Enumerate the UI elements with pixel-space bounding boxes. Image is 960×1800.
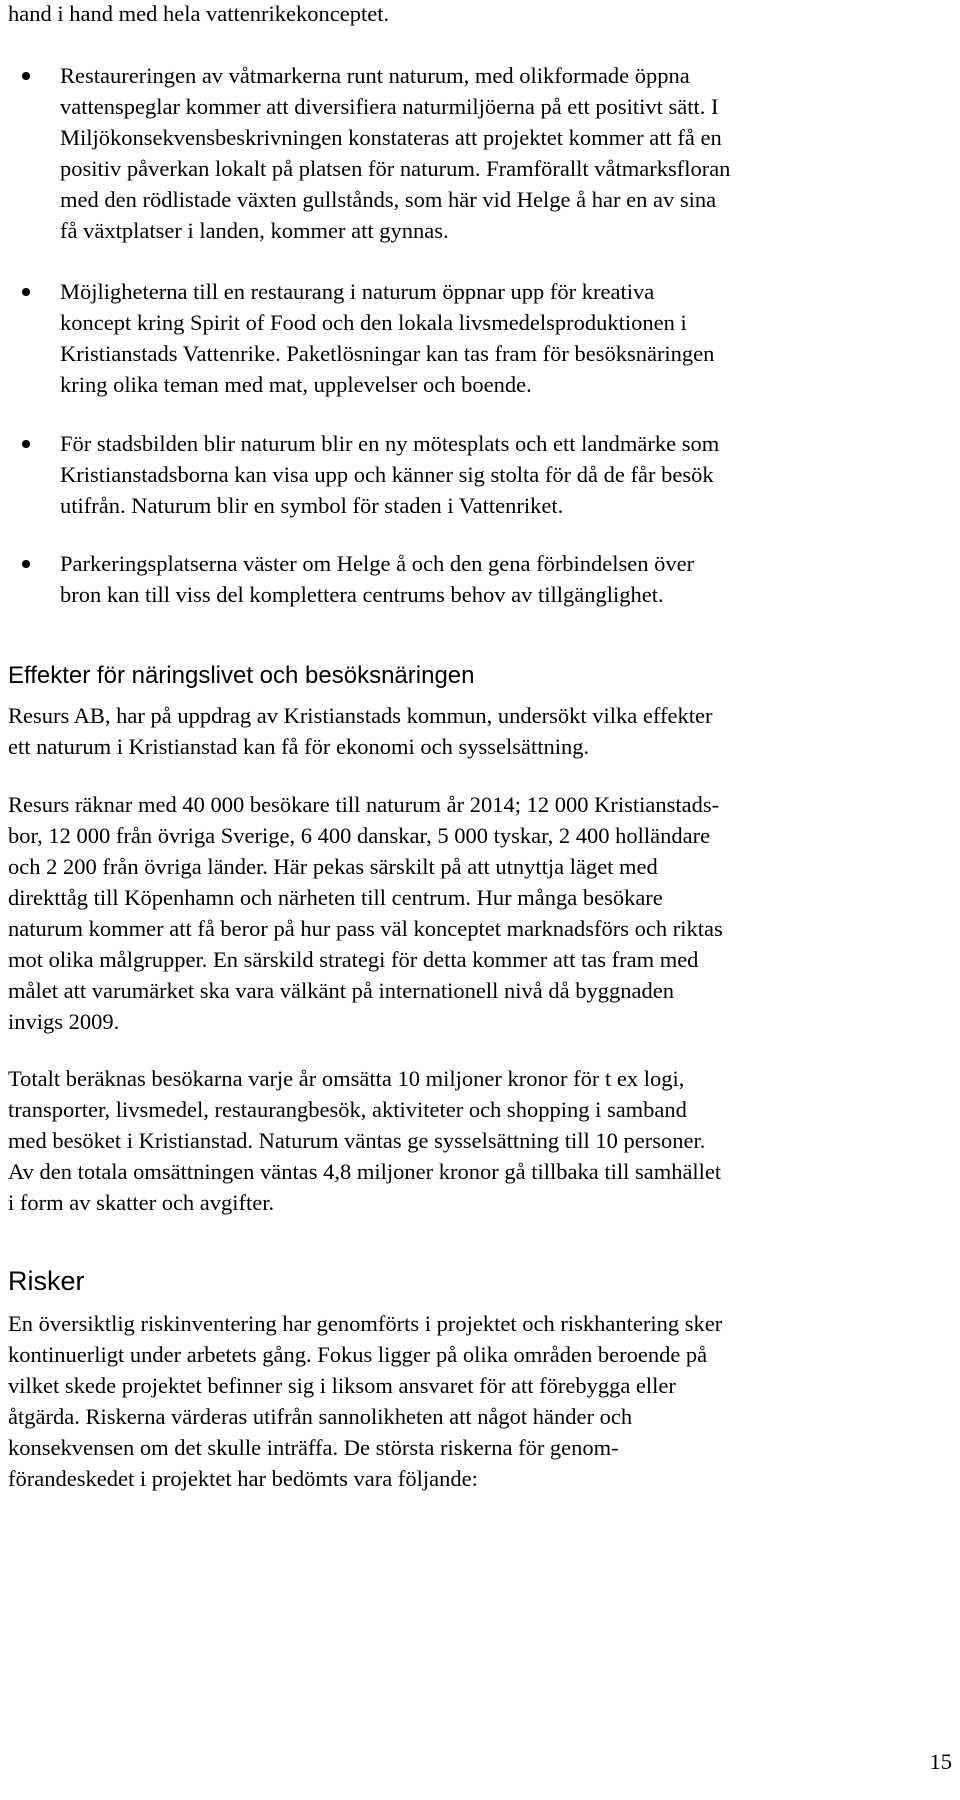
effects-paragraph-visitors: Resurs räknar med 40 000 besökare till naturum år 2014; 12 000 Kristianstads- bor, 12 000 från övriga Sverige, 6 400 danskar, 5 000 tyskar, 2 400 holländare och 2 200 från övriga länder. Här pekas särskilt på att utnyttja läget med direkttåg till Köpenhamn och närheten till centrum. Hur många besökare naturum kommer att få beror på hur pass väl konceptet marknadsförs och riktas mot olika målgrupper. En särskild strategi för detta kommer att tas fram med målet att varumärket ska vara välkänt på internationell nivå då byggnaden invigs 2009. <box>8 792 723 1034</box>
page-number: 15 <box>929 1749 952 1774</box>
effects-paragraph-intro: Resurs AB, har på uppdrag av Kristianstads kommun, undersökt vilka effekter ett naturum i Kristianstad kan få för ekonomi och sysselsättning. <box>8 703 713 759</box>
bullet-text: Restaureringen av våtmarkerna runt naturum, med olikformade öppna vattenspeglar kommer att diversifiera naturmiljöerna på ett positivt sätt. I Miljökonsekvensbeskrivningen konstateras att projektet kommer att få en positiv påverkan lokalt på platsen för naturum. Framförallt våtmarksfloran med den rödlistade växten gullstånds, som här vid Helge å har en av sina få växtplatser i landen, kommer att gynnas. <box>60 63 731 243</box>
risks-paragraph: En översiktlig riskinventering har genomförts i projektet och riskhantering sker kontinuerligt under arbetets gång. Fokus ligger på olika områden beroende på vilket skede projektet befinner sig i liksom ansvaret för att förebygga eller åtgärda. Riskerna värderas utifrån sannolikheten att något händer och konsekvensen om det skulle inträffa. De största riskerna för genom- förandeskedet i projektet har bedömts vara följande: <box>8 1311 723 1491</box>
bullet-icon <box>22 72 30 80</box>
effects-paragraph-turnover: Totalt beräknas besökarna varje år omsätta 10 miljoner kronor för t ex logi, transporter, livsmedel, restaurangbesök, aktiviteter och shopping i samband med besöket i Kristianstad. Naturum väntas ge sysselsättning till 10 personer. Av den totala omsättningen väntas 4,8 miljoner kronor gå tillbaka till samhället i form av skatter och avgifter. <box>8 1066 722 1215</box>
bullet-icon <box>22 288 30 296</box>
section-heading-effects: Effekter för näringslivet och besöksnäringen <box>8 662 475 689</box>
bullet-text: Möjligheterna till en restaurang i naturum öppnar upp för kreativa koncept kring Spirit of Food och den lokala livsmedelsproduktionen i Kristianstads Vattenrike. Paketlösningar kan tas fram för besöksnäringen kring olika teman med mat, upplevelser och boende. <box>60 279 715 397</box>
section-heading-risks: Risker <box>8 1266 85 1296</box>
bullet-text: Parkeringsplatserna väster om Helge å och den gena förbindelsen över bron kan till viss del komplettera centrums behov av tillgänglighet. <box>60 551 695 607</box>
bullet-text: För stadsbilden blir naturum blir en ny mötesplats och ett landmärke som Kristianstadsborna kan visa upp och känner sig stolta för då de får besök utifrån. Naturum blir en symbol för staden i Vattenriket. <box>60 431 720 518</box>
bullet-icon <box>22 560 30 568</box>
intro-fragment: hand i hand med hela vattenrikekonceptet. <box>8 1 390 26</box>
bullet-icon <box>22 440 30 448</box>
